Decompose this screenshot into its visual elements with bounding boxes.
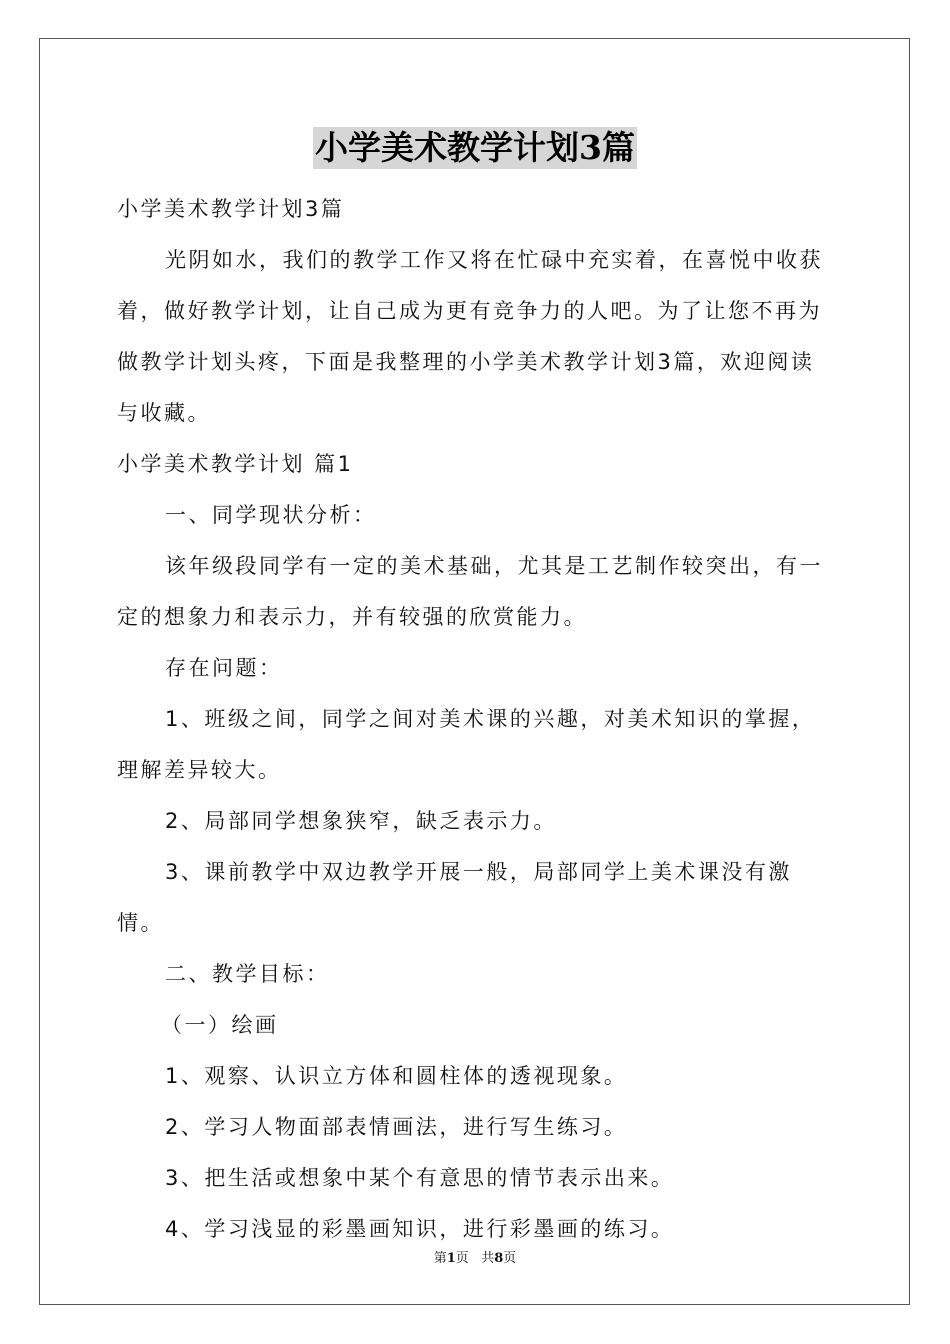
problem-item-2: 2、局部同学想象狭窄，缺乏表示力。 — [165, 809, 557, 833]
goal-item-1: 1、观察、认识立方体和圆柱体的透视现象。 — [165, 1064, 628, 1088]
heading-painting: （一）绘画 — [161, 1013, 279, 1037]
problem-item-3: 3、课前教学中双边教学开展一般，局部同学上美术课没有激情。 — [117, 860, 792, 935]
document-body — [117, 184, 837, 1255]
goal-item-3: 3、把生活或想象中某个有意思的情节表示出来。 — [165, 1166, 675, 1190]
total-suffix: 页 — [503, 1251, 517, 1266]
document-title: 小学美术教学计划3篇 — [315, 128, 635, 167]
total-pages: 8 — [494, 1251, 504, 1266]
paragraph-analysis: 该年级段同学有一定的美术基础，尤其是工艺制作较突出，有一定的想象力和表示力，并有较强的欣赏能力。 — [117, 554, 823, 629]
goal-item-4: 4、学习浅显的彩墨画知识，进行彩墨画的练习。 — [165, 1217, 675, 1241]
intro-paragraph: 光阴如水，我们的教学工作又将在忙碌中充实着，在喜悦中收获着，做好教学计划，让自己成为更有竞争力的人吧。为了让您不再为做教学计划头疼，下面是我整理的小学美术教学计划3篇，欢迎阅读与收藏。 — [117, 248, 823, 425]
subtitle: 小学美术教学计划3篇 — [117, 197, 345, 221]
heading-student-analysis: 一、同学现状分析： — [165, 503, 377, 527]
page-number: 1 — [446, 1251, 456, 1266]
heading-goals: 二、教学目标： — [165, 962, 330, 986]
total-prefix: 共 — [481, 1251, 495, 1266]
title-container — [0, 127, 950, 169]
page-footer — [0, 1247, 950, 1266]
section-heading: 小学美术教学计划 篇1 — [117, 452, 354, 476]
heading-problems: 存在问题： — [165, 656, 283, 680]
page-prefix: 第 — [433, 1251, 447, 1266]
goal-item-2: 2、学习人物面部表情画法，进行写生练习。 — [165, 1115, 628, 1139]
page-suffix: 页 — [455, 1251, 469, 1266]
problem-item-1: 1、班级之间，同学之间对美术课的兴趣，对美术知识的掌握，理解差异较大。 — [117, 707, 816, 782]
